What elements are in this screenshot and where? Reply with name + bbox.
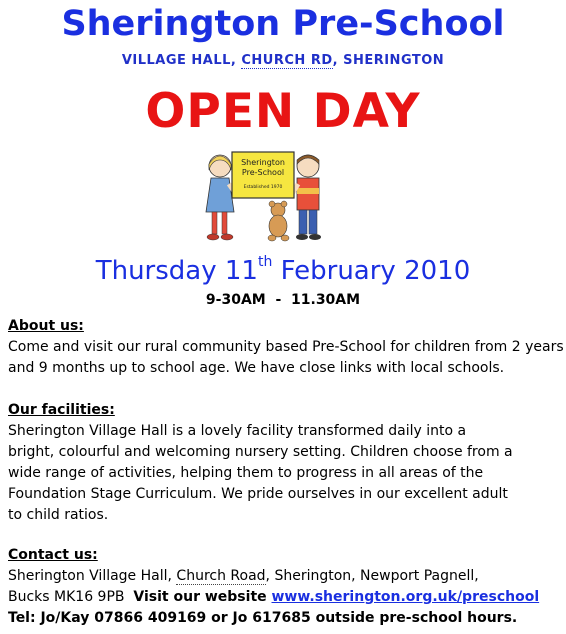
about-section bbox=[8, 316, 564, 379]
facilities-heading: Our facilities: bbox=[8, 402, 115, 418]
contact-address-start: Sherington Village Hall, bbox=[8, 568, 177, 584]
page-title: Sherington Pre-School bbox=[61, 4, 505, 44]
event-heading: OPEN DAY bbox=[145, 84, 421, 139]
contact-phone-line: Tel: Jo/Kay 07866 409169 or Jo 617685 outside pre-school hours. bbox=[8, 610, 518, 626]
about-heading: About us: bbox=[8, 318, 84, 334]
date-month-year: February 2010 bbox=[272, 256, 471, 286]
contact-section bbox=[8, 545, 564, 629]
date-suffix: th bbox=[257, 254, 273, 270]
address-church-rd: CHURCH RD bbox=[241, 53, 333, 68]
event-date bbox=[0, 256, 566, 286]
facilities-line-1: Sherington Village Hall is a lovely facility transformed daily into a bbox=[8, 423, 467, 439]
facilities-line-3: wide range of activities, helping them to progress in all areas of the bbox=[8, 465, 484, 481]
contact-address-end: , Sherington, Newport Pagnell, bbox=[265, 568, 479, 584]
facilities-line-4: Foundation Stage Curriculum. We pride ourselves in our excellent adult bbox=[8, 486, 508, 502]
website-link[interactable]: www.sherington.org.uk/preschool bbox=[271, 589, 540, 605]
facilities-line-2: bright, colourful and welcoming nursery setting. Children choose from a bbox=[8, 444, 513, 460]
sign-line-3: Established 1970 bbox=[243, 185, 283, 190]
date-day: Thursday 11 bbox=[95, 256, 258, 286]
contact-postcode: Bucks MK16 9PB bbox=[8, 589, 134, 605]
contact-heading: Contact us: bbox=[8, 547, 98, 563]
website-label: Visit our website bbox=[133, 589, 272, 605]
contact-church-road: Church Road bbox=[176, 568, 266, 584]
about-line-2: and 9 months up to school age. We have close links with local schools. bbox=[8, 360, 505, 376]
facilities-section bbox=[8, 400, 564, 526]
address-line bbox=[0, 53, 566, 68]
address-start: VILLAGE HALL, bbox=[121, 53, 242, 68]
address-end: , SHERINGTON bbox=[332, 53, 445, 68]
contact-address-line bbox=[8, 566, 564, 587]
facilities-line-5: to child ratios. bbox=[8, 507, 109, 523]
children-illustration bbox=[200, 148, 330, 254]
event-time: 9-30AM - 11.30AM bbox=[205, 292, 361, 308]
sign-line-2: Pre-School bbox=[241, 168, 285, 177]
about-line-1: Come and visit our rural community based Pre-School for children from 2 years bbox=[8, 339, 564, 355]
sign-line-1: Sherington bbox=[241, 158, 285, 167]
contact-website-line bbox=[8, 587, 564, 608]
